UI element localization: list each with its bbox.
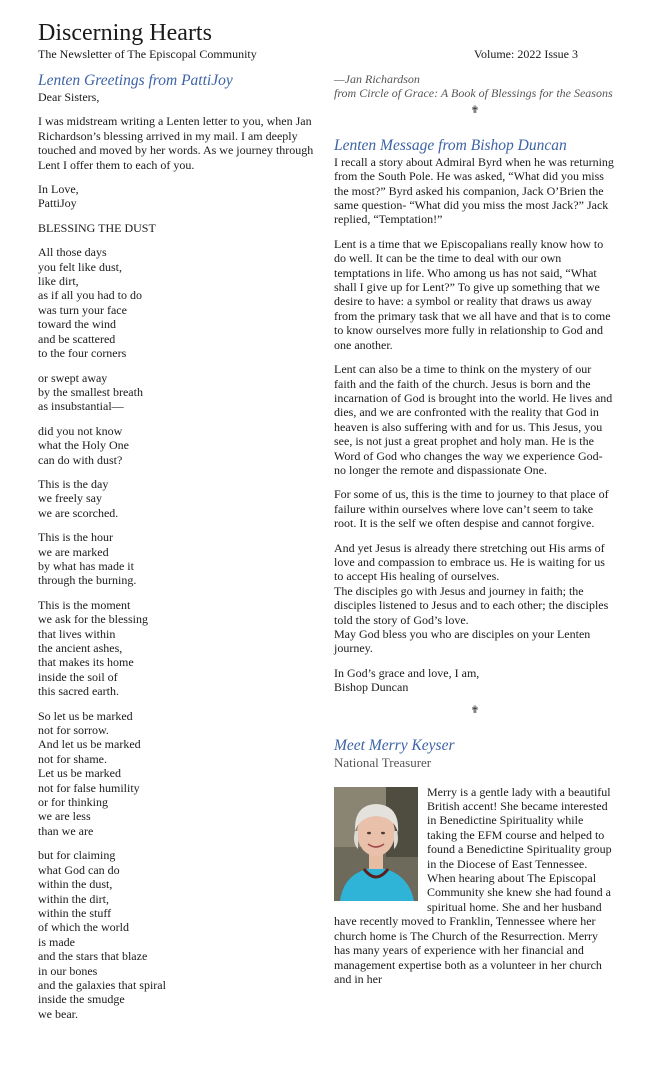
bishop-signoff [334, 666, 616, 695]
poem-line: to the four corners [38, 346, 127, 361]
profile-heading: Meet Merry Keyser [334, 736, 455, 754]
portrait-photo-icon [334, 787, 418, 901]
poem-line: was turn your face [38, 302, 127, 317]
poem-line: And let us be marked [38, 737, 141, 752]
poem-line: we freely say [38, 491, 102, 506]
newsletter-title: Discerning Hearts [38, 20, 212, 46]
poem-line: inside the smudge [38, 992, 125, 1007]
poem-stanza [38, 245, 318, 360]
right-column [334, 72, 616, 986]
poem-stanza [38, 598, 318, 699]
poem-line: not for sorrow. [38, 723, 109, 738]
poem-attribution [334, 72, 616, 101]
poem-line: we are marked [38, 544, 109, 559]
poem-stanza [38, 709, 318, 839]
profile-role: National Treasurer [334, 754, 432, 770]
bishop-signature: Bishop Duncan [334, 680, 409, 695]
poem-line: Let us be marked [38, 766, 121, 781]
poem-line: within the dust, [38, 877, 113, 892]
poem-line: This is the moment [38, 597, 131, 612]
poem-line: what God can do [38, 862, 120, 877]
poem-line: did you not know [38, 423, 123, 438]
poem-line: This is the hour [38, 530, 113, 545]
bishop-line: And yet Jesus is already there stretching out His arms of love and compassion to embrace us. He is waiting for us to accept His healing of ourselves. [334, 540, 605, 584]
poem-line: toward the wind [38, 317, 116, 332]
poem-line: by the smallest breath [38, 384, 143, 399]
bishop-paragraph: I recall a story about Admiral Byrd when he was returning from the South Pole. He was asked, “What did you miss the most?” Byrd asked his companion, Jack O’Brien the same question- “What did you miss the most Jack?” Jack replied, “Temptation!” [334, 154, 614, 227]
poem-line: This is the day [38, 476, 109, 491]
poem-title: BLESSING THE DUST [38, 220, 156, 235]
masthead-subline [38, 47, 578, 61]
profile-body: Merry is a gentle lady with a beautiful British accent! She became interested in Benedictine Spirituality while taking the EFM course and helped to found a Benedictine Spirituality group in the Diocese of East Tennessee. When hearing about The Episcopal Community she knew she had found a spiritual home. She and her husband have recently moved to Franklin, Tennessee where her church home is The Church of the Resurrection. Merry has many years of experience with her financial and management expertise both as a volunteer in her church and in her [334, 784, 612, 986]
poem-line: within the dirt, [38, 891, 109, 906]
poem-line: by what has made it [38, 558, 134, 573]
poem-line: can do with dust? [38, 452, 123, 467]
greeting-heading: Lenten Greetings from PattiJoy [38, 72, 233, 89]
poem-line: is made [38, 934, 75, 949]
bishop-final-paragraph [334, 541, 616, 656]
greeting-salutation: Dear Sisters, [38, 90, 100, 104]
poem-line: we ask for the blessing [38, 612, 148, 627]
bishop-paragraph: For some of us, this is the time to journey to that place of failure within ourselves where love can’t seem to take root. It is the self we often despise and cannot forgive. [334, 487, 609, 531]
masthead [38, 20, 578, 61]
poem-stanza [38, 477, 318, 520]
bishop-line: The disciples go with Jesus and journey in faith; the disciples listened to Jesus and to each other; the disciples told the story of God’s love. [334, 583, 609, 627]
bishop-closing: In God’s grace and love, I am, [334, 665, 480, 680]
poem-line: inside the soil of [38, 669, 118, 684]
poem-line: as if all you had to do [38, 288, 142, 303]
attribution-source: from Circle of Grace: A Book of Blessings for the Seasons [334, 86, 613, 101]
poem-line: and the galaxies that spiral [38, 977, 166, 992]
poem-line: that makes its home [38, 655, 134, 670]
bishop-paragraph: Lent can also be a time to think on the mystery of our faith and the faith of the church. Jesus is born and the incarnation of God is brought into the world. He lives and dies, and we are confronted with the reality that God in heaven is also suffering with and for us. This Jesus, you see, is not just a great prophet and holy man. He is the Word of God who changes the way we experience God- no longer the remote and dispassionate One. [334, 362, 613, 477]
greeting-column [38, 72, 318, 1031]
poem-line: than we are [38, 823, 94, 838]
poem-line: the ancient ashes, [38, 641, 123, 655]
poem-stanza [38, 424, 318, 467]
profile-body-wrap [334, 785, 616, 987]
poem-stanza [38, 371, 318, 414]
poem-line: of which the world [38, 920, 129, 935]
portrait-photo [334, 787, 418, 901]
poem-line: and the stars that blaze [38, 949, 148, 964]
poem-line: what the Holy One [38, 438, 129, 453]
poem-line: in our bones [38, 963, 98, 978]
newsletter-subtitle: The Newsletter of The Episcopal Community [38, 47, 257, 61]
poem-line: that lives within [38, 626, 116, 641]
cross-separator-icon: ✟ [470, 704, 480, 716]
bishop-heading: Lenten Message from Bishop Duncan [334, 136, 567, 154]
poem-line: you felt like dust, [38, 259, 122, 274]
poem-line: we are less [38, 809, 91, 824]
poem-line: as insubstantial— [38, 399, 124, 414]
greeting-closing [38, 182, 318, 211]
poem-line: this sacred earth. [38, 684, 119, 699]
poem-stanza [38, 530, 318, 588]
closing-line: In Love, [38, 182, 79, 197]
poem-line: not for shame. [38, 751, 107, 766]
greeting-body: I was midstream writing a Lenten letter to you, when Jan Richardson’s blessing arrived in my mail. I am deeply touched and moved by her words. As we journey through Lent I offer them to each of you. [38, 114, 314, 172]
poem-stanza [38, 848, 318, 1021]
poem-line: within the stuff [38, 905, 112, 920]
attribution-author: —Jan Richardson [334, 72, 420, 86]
poem-line: not for false humility [38, 780, 140, 795]
poem-line: we are scorched. [38, 505, 119, 520]
volume-issue: Volume: 2022 Issue 3 [473, 47, 578, 61]
poem-line: we bear. [38, 1006, 78, 1021]
signature: PattiJoy [38, 196, 77, 211]
poem [38, 245, 318, 1021]
poem-line: or swept away [38, 370, 108, 385]
poem-line: So let us be marked [38, 708, 133, 723]
poem-line: like dirt, [38, 274, 79, 289]
cross-separator-icon: ✟ [470, 104, 480, 116]
poem-line: through the burning. [38, 573, 137, 588]
poem-line: but for claiming [38, 848, 116, 863]
poem-line: and be scattered [38, 331, 116, 346]
bishop-paragraph: Lent is a time that we Episcopalians really know how to do well. It can be the time to deal with our own temptations in life. Who among us has not said, “What shall I give up for Lent?” To give up something that we desire to have: a symbol or reality that draws us away from the primary task that we all have and that is to come to know ourselves more fully in relationship to God and one another. [334, 236, 611, 352]
poem-line: or for thinking [38, 795, 108, 810]
bishop-line: May God bless you who are disciples on your Lenten journey. [334, 627, 591, 656]
poem-line: All those days [38, 245, 107, 260]
